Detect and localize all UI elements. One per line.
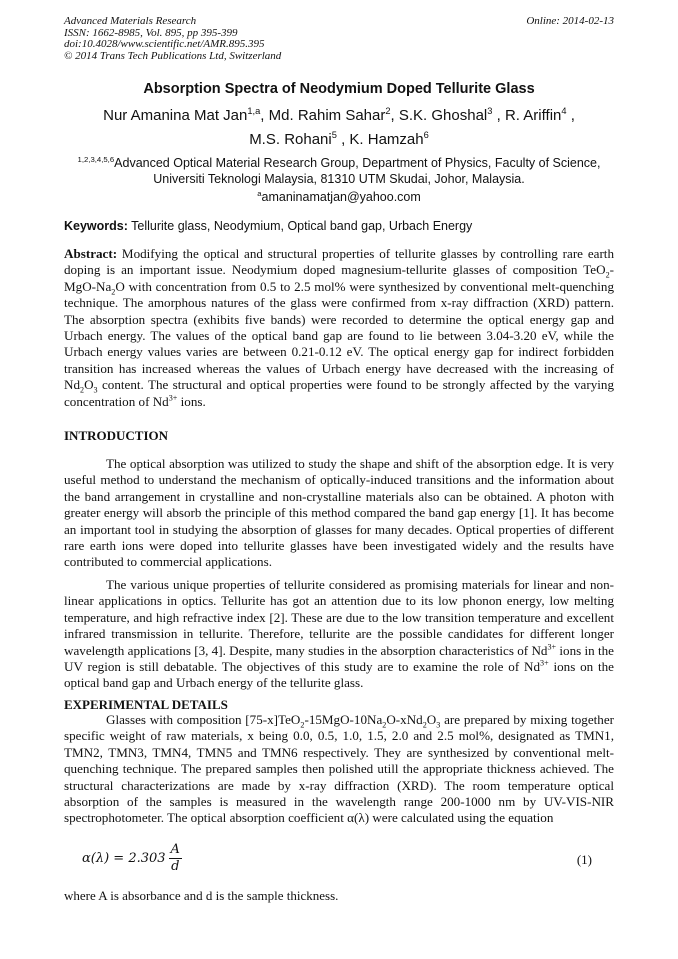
author-separator: , [390, 107, 399, 124]
author-name: M.S. Rohani [249, 131, 332, 148]
subscript: 2 [382, 720, 387, 730]
introduction-paragraph-1: The optical absorption was utilized to study the shape and shift of the absorption edge. It is very useful method to understand the mechanism of optically-induced transitions and the information about the band arrangement in crystalline and non-crystalline materials also can be obtained. A photon with greater energy will absorb the principle of this method compared the band gap energy [1]. It has become an important tool in studying the absorption of glasses for many decades. Optical properties of different rare earth ions were doped into tellurite glasses have been investigated widely and the results have contributed to commercial applications. [64, 456, 614, 570]
author-name: Nur Amanina Mat Jan [103, 107, 248, 124]
abstract-text: O with concentration from 0.5 to 2.5 mol% were synthesized by conventional melt-quenching technique. The amorphous natures of the glass were confirmed from x-ray diffraction (XRD) pattern. The absorption spectra (exhibits five bands) were recorded to determine the optical energy gap and Urbach energy. The values of the optical band gap are found to lie between 3.04-3.20 eV, while the Urbach energy values varies are between 0.21-0.12 eV. The optical energy gap for indirect forbidden transition has increased whereas the values of Urbach energy have decreased with the increasing of Nd [64, 278, 614, 393]
author-affil-sup: 4 [561, 106, 567, 116]
subscript: 2 [80, 385, 85, 395]
journal-header [64, 16, 614, 62]
author-name: Md. Rahim Sahar [268, 107, 386, 124]
paragraph-text: Glasses with composition [75-x]TeO [106, 712, 301, 727]
subscript: 2 [422, 720, 427, 730]
equation-numerator: A [170, 842, 180, 857]
paragraph-text: ions on the optical band gap and Urbach energy of the tellurite glass. [64, 659, 614, 691]
keywords-text: Tellurite glass, Neodymium, Optical band gap, Urbach Energy [131, 219, 473, 233]
experimental-paragraph [64, 712, 614, 827]
journal-doi[interactable]: doi:10.4028/www.scientific.net/AMR.895.395 [64, 38, 265, 50]
subscript: 3 [93, 385, 98, 395]
subscript: 2 [111, 287, 116, 297]
abstract-text: -MgO-Na [64, 262, 614, 294]
subscript: 3 [436, 720, 441, 730]
affiliation [64, 155, 614, 187]
keywords [64, 219, 614, 233]
abstract-text: ions. [177, 393, 206, 409]
equation-number: (1) [576, 852, 592, 867]
equation-lhs: α(λ) = 2.303 [82, 851, 166, 866]
author-separator: , [492, 107, 505, 124]
paragraph-text: are prepared by mixing together specific weight of raw materials, x being 0.0, 0.5, 1.0, 1.5, 2.0 and 2.5 mol%, designated as TMN1, TMN2, TMN3, TMN4, TMN5 and TMN6 respectively. They are synthesized by conventional melt-quenching technique. The prepared samples then polished utill the appropriate thickness achieved. The structural characterizations are made by x-ray diffraction (XRD). The room temperature optical absorption of the samples is measured in the wavelength range 200-1000 nm by UV-VIS-NIR spectrophotometer. The optical absorption coefficient α(λ) were calculated using the equation [64, 712, 614, 826]
author-email [0, 190, 678, 204]
abstract-text: Modifying the optical and structural properties of tellurite glasses by controlling rare earth doping is an important issue. Neodymium doped magnesium-tellurite glasses of composition TeO [64, 246, 614, 278]
paragraph-text: O [426, 712, 437, 727]
subscript: 2 [605, 271, 610, 281]
author-affil-sup: 6 [423, 130, 429, 140]
superscript: 3+ [540, 658, 549, 668]
abstract-text: O [84, 377, 94, 393]
author-name: R. Ariffin [504, 107, 562, 124]
email-sup: a [257, 188, 262, 198]
equation-1 [82, 842, 182, 875]
section-heading-introduction: INTRODUCTION [64, 428, 169, 443]
paragraph-text: O-xNd [386, 712, 423, 727]
journal-name: Advanced Materials Research [64, 15, 197, 27]
paragraph-text: -15MgO-10Na [304, 712, 383, 727]
paper-title: Absorption Spectra of Neodymium Doped Tellurite Glass [143, 81, 535, 97]
abstract-label: Abstract: [64, 246, 118, 261]
author-affil-sup: 1,a [247, 106, 261, 116]
author-name: K. Hamzah [349, 131, 424, 148]
author-separator: , [260, 107, 269, 124]
superscript: 3+ [168, 393, 178, 403]
author-affil-sup: 3 [487, 106, 493, 116]
author-name: S.K. Ghoshal [398, 107, 488, 124]
affiliation-sup: 1,2,3,4,5,6 [77, 154, 115, 164]
email-address[interactable]: amaninamatjan@yahoo.com [261, 190, 421, 204]
author-separator: , [336, 131, 350, 148]
journal-copyright: © 2014 Trans Tech Publications Ltd, Switzerland [64, 49, 282, 62]
author-affil-sup: 2 [385, 106, 391, 116]
abstract [64, 246, 614, 410]
subscript: 2 [300, 720, 305, 730]
journal-issn: ISSN: 1662-8985, Vol. 895, pp 395-399 [64, 26, 238, 39]
section-heading-experimental: EXPERIMENTAL DETAILS [64, 697, 228, 712]
superscript: 3+ [547, 642, 557, 652]
equation-fraction [169, 842, 182, 875]
author-list [70, 104, 608, 152]
paragraph-text: ions in the UV region is still debatable. The objectives of this study are to examine the role of Nd [64, 642, 614, 675]
author-separator: , [566, 107, 575, 124]
online-date: Online: 2014-02-13 [526, 15, 614, 27]
equation-explanation: where A is absorbance and d is the sample thickness. [64, 888, 339, 903]
keywords-label: Keywords: [64, 219, 128, 233]
author-affil-sup: 5 [331, 130, 337, 140]
abstract-text: content. The structural and optical properties were found to be strongly affected by the varying concentration of Nd [64, 377, 614, 409]
paragraph-text: The various unique properties of tellurite considered as promising materials for linear and non-linear applications in optics. Tellurite has got an attention due to its low phonon energy, low melting temperature, and high refractive index [2]. These are due to the low transition temperature and excellent infrared transmission in tellurite. Therefore, tellurite are the possible candidates for different longer wavelength applications [3, 4]. Despite, many studies in the absorption characteristics of Nd [64, 577, 614, 658]
equation-denominator: d [171, 859, 180, 874]
affiliation-line-1: Advanced Optical Material Research Group, Department of Physics, Faculty of Science, [114, 156, 601, 170]
affiliation-line-2: Universiti Teknologi Malaysia, 81310 UTM Skudai, Johor, Malaysia. [153, 172, 525, 186]
introduction-paragraph-2 [64, 577, 614, 692]
